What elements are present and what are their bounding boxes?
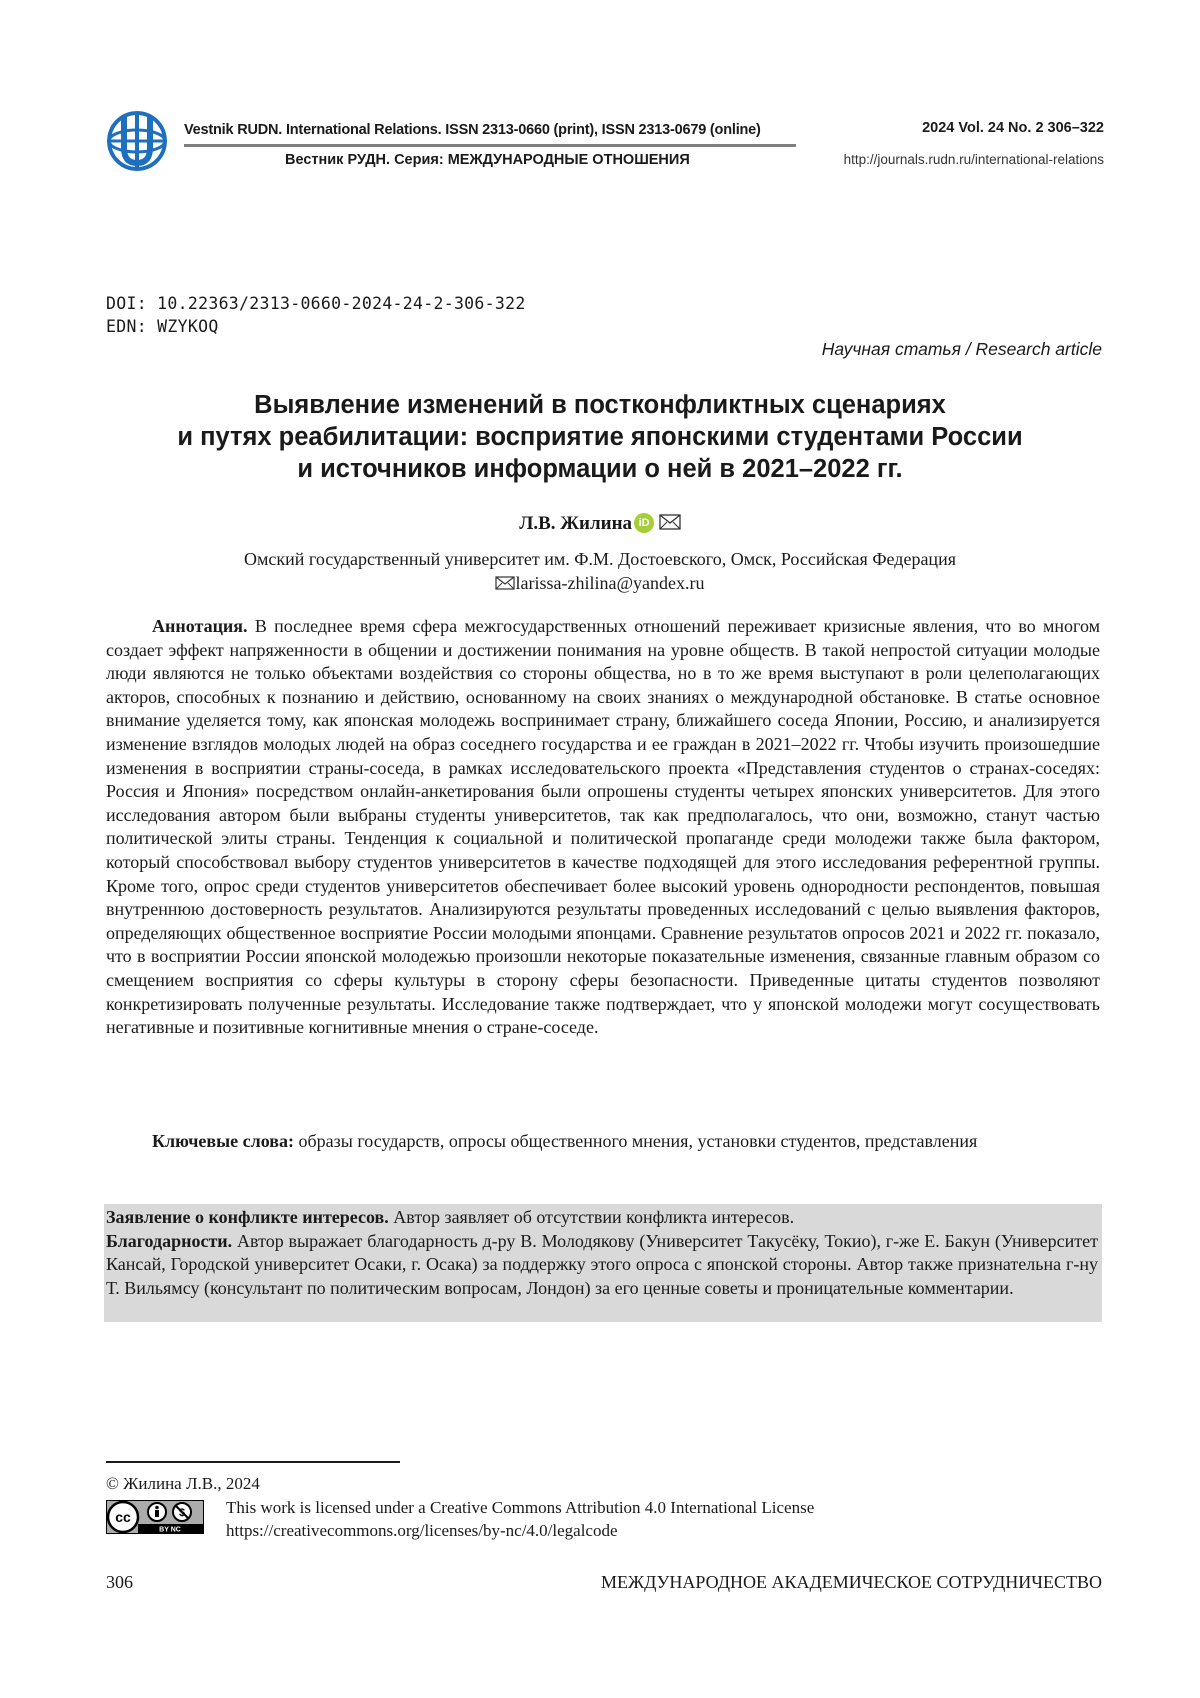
edn: EDN: WZYKOQ xyxy=(106,315,526,338)
author-email[interactable]: larissa-zhilina@yandex.ru xyxy=(515,573,704,593)
doi[interactable]: DOI: 10.22363/2313-0660-2024-24-2-306-322 xyxy=(106,292,526,315)
article-identifiers xyxy=(106,292,526,338)
orcid-icon[interactable]: iD xyxy=(634,513,654,533)
issue-info: 2024 Vol. 24 No. 2 306–322 xyxy=(922,120,1104,136)
journal-url[interactable]: http://journals.rudn.ru/international-relations xyxy=(844,152,1104,167)
acknowledgements-label: Благодарности. xyxy=(106,1231,232,1251)
affiliation: Омский государственный университет им. Ф.М. Достоевского, Омск, Российская Федерация xyxy=(0,549,1200,570)
keywords xyxy=(106,1130,1100,1154)
abstract-label: Аннотация. xyxy=(152,616,248,636)
envelope-icon[interactable] xyxy=(659,514,681,530)
page-number: 306 xyxy=(106,1572,133,1593)
section-name: МЕЖДУНАРОДНОЕ АКАДЕМИЧЕСКОЕ СОТРУДНИЧЕСТВО xyxy=(601,1572,1102,1593)
article-type: Научная статья / Research article xyxy=(822,339,1102,360)
keywords-label: Ключевые слова: xyxy=(152,1131,294,1151)
title-line: и источников информации о ней в 2021–2022 гг. xyxy=(0,453,1200,485)
acknowledgements xyxy=(106,1230,1098,1301)
article-title xyxy=(0,389,1200,485)
declarations-text xyxy=(106,1206,1098,1300)
abstract xyxy=(106,615,1100,1040)
rudn-logo xyxy=(104,108,170,174)
license-text: This work is licensed under a Creative Commons Attribution 4.0 International License xyxy=(226,1498,814,1518)
keywords-text: образы государств, опросы общественного мнения, установки студентов, представления xyxy=(298,1131,977,1151)
author-name: Л.В. Жилина xyxy=(519,513,632,534)
acknowledgements-text: Автор выражает благодарность д-ру В. Молодякову (Университет Такусёку, Токио), г-же Е. Бакун (Университет Кансай, Городской университет Осаки, г. Осака) за поддержку этого опроса с японской стороны. Автор также признательна г-ну Т. Вильямсу (консультант по политическим вопросам, Лондон) за его ценные советы и проницательные комментарии. xyxy=(106,1231,1098,1298)
footnote-rule xyxy=(106,1461,400,1463)
copyright: © Жилина Л.В., 2024 xyxy=(106,1474,260,1494)
author-line xyxy=(0,513,1200,535)
journal-title-en: Vestnik RUDN. International Relations. ISSN 2313-0660 (print), ISSN 2313-0679 (online) xyxy=(184,122,761,138)
abstract-text: В последнее время сфера межгосударственных отношений переживает кризисные явления, что во многом создает эффект напряженности в общении и достижении понимания на уровне обществ. В такой непростой ситуации молодые люди являются не только объектами воздействия со стороны общества, но в то же время выступают в роли целеполагающих акторов, способных к познанию и действию, основанному на своих знаниях о международной обстановке. В статье основное внимание уделяется тому, как японская молодежь воспринимает страну, ближайшего соседа Японии, Россию, и анализируется изменение взглядов молодых людей на образ соседнего государства и ее граждан в 2021–2022 гг. Чтобы изучить произошедшие изменения в восприятии страны-соседа, в рамках исследовательского проекта «Представления студентов о странах-соседях: Россия и Япония» посредством онлайн-анкетирования были опрошены студенты четырех японских университетов. Для этого исследования автором были выбраны студенты университетов, так как предполагалось, что они, возможно, станут частью политической элиты страны. Тенденция к социальной и политической пропаганде среди молодежи также была фактором, который способствовал выбору студентов университетов в качестве подходящей для этого исследования референтной группы. Кроме того, опрос среди студентов университетов обеспечивает более высокий уровень однородности респондентов, повышая внутреннюю достоверность результатов. Анализируются результаты проведенных исследований с целью выявления факторов, определяющих общественное восприятие России молодыми японцами. Сравнение результатов опросов 2021 и 2022 гг. показало, что в восприятии России японской молодежью произошли некоторые показательные изменения, связанные главным образом со смещением восприятия со сферы культуры в сторону сферы безопасности. Приведенные цитаты студентов позволяют конкретизировать полученные результаты. Исследование также подтверждает, что у японской молодежи могут сосуществовать негативные и позитивные когнитивные мнения о стране-соседе. xyxy=(106,616,1100,1037)
header-rule xyxy=(184,144,796,147)
title-line: Выявление изменений в постконфликтных сценариях xyxy=(0,389,1200,421)
cc-logo-text: cc xyxy=(115,1509,131,1525)
envelope-icon xyxy=(495,576,515,590)
conflict-statement xyxy=(106,1206,1098,1230)
conflict-label: Заявление о конфликте интересов. xyxy=(106,1207,389,1227)
title-line: и путях реабилитации: восприятие японскими студентами России xyxy=(0,421,1200,453)
journal-title-ru: Вестник РУДН. Серия: МЕЖДУНАРОДНЫЕ ОТНОШЕНИЯ xyxy=(285,152,690,168)
cc-badge-sub: BY NC xyxy=(159,1527,181,1534)
license-url[interactable]: https://creativecommons.org/licenses/by-nc/4.0/legalcode xyxy=(226,1521,618,1541)
email-line xyxy=(0,573,1200,594)
cc-by-nc-badge[interactable] xyxy=(106,1500,204,1534)
conflict-text: Автор заявляет об отсутствии конфликта интересов. xyxy=(393,1207,794,1227)
